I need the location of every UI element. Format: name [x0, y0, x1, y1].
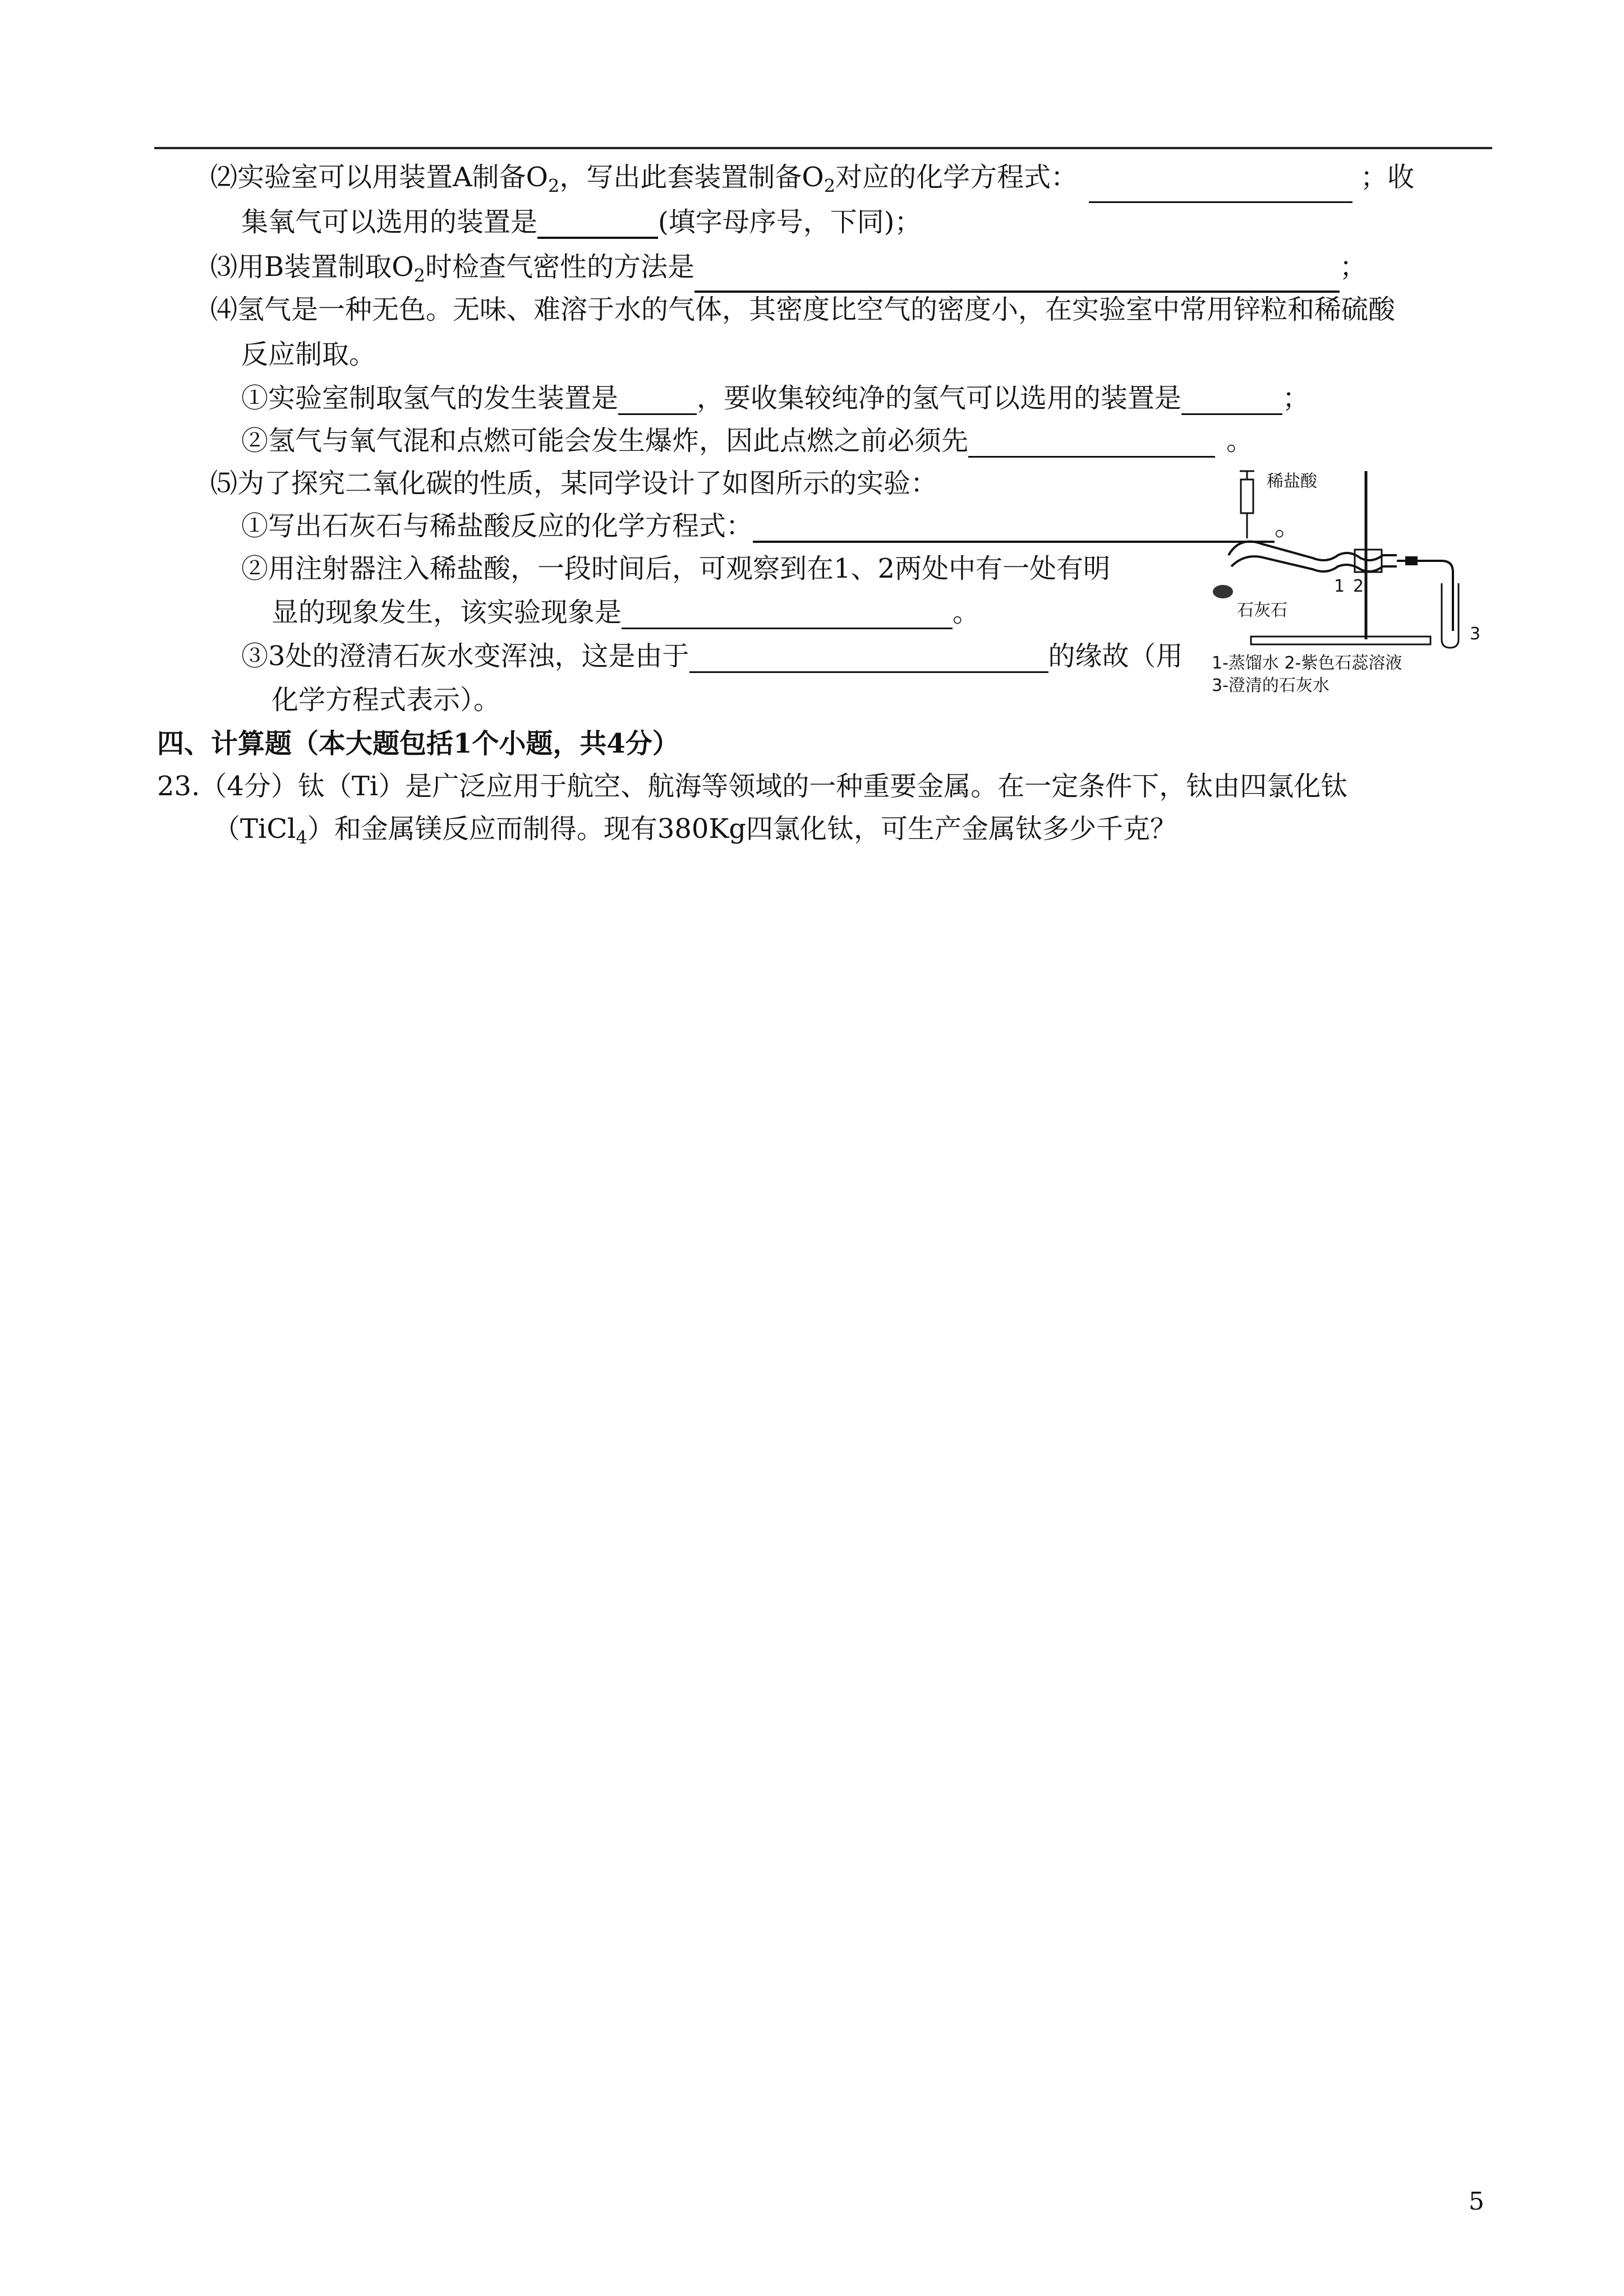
- answer-blank[interactable]: [1181, 385, 1282, 415]
- q4-sub2-text-b: 。: [1226, 425, 1254, 457]
- syringe-icon: [1241, 480, 1253, 513]
- answer-blank[interactable]: [968, 428, 1215, 458]
- q3-text-b: 时检查气密性的方法是: [425, 251, 695, 283]
- subscript: 2: [548, 175, 560, 197]
- q5-intro-text: ⑸为了探究二氧化碳的性质，某同学设计了如图所示的实验：: [210, 468, 938, 499]
- q5-sub2-line1: [241, 552, 1110, 585]
- q3-text-a: ⑶用B装置制取O: [210, 251, 414, 283]
- subscript: 2: [823, 175, 836, 197]
- page-number: 5: [1469, 2187, 1484, 2216]
- label-2: 2: [1353, 577, 1364, 596]
- q5-intro: [210, 467, 937, 500]
- q23-text-1: 23.（4分）钛（Ti）是广泛应用于航空、航海等领域的一种重要金属。在一定条件下，钛由四氯化钛: [157, 771, 1348, 802]
- q4-sub1: [241, 381, 1309, 415]
- q2-line2-text-b: (填字母序号，下同)；: [658, 206, 922, 238]
- q5-sub3: [241, 639, 1183, 673]
- label-limestone: 石灰石: [1237, 601, 1287, 620]
- answer-blank[interactable]: [618, 385, 697, 415]
- q2-line2-text-a: 集氧气可以选用的装置是: [241, 206, 538, 238]
- limestone-icon: [1213, 585, 1233, 598]
- q5-sub3-text-2: 化学方程式表示）。: [272, 684, 501, 716]
- section4-heading-text: 四、计算题（本大题包括1个小题，共4分）: [157, 728, 679, 759]
- q4-line2: [241, 338, 376, 371]
- answer-blank[interactable]: [689, 643, 1048, 673]
- subscript: 4: [296, 827, 307, 849]
- test-tube-icon: [1442, 583, 1459, 648]
- label-1: 1: [1334, 577, 1345, 596]
- q5-sub2-text-2b: 。: [953, 597, 980, 628]
- q2-text-b: ，写出此套装置制备O: [559, 162, 824, 193]
- q23-text-2a: （TiCl: [213, 813, 296, 845]
- answer-blank[interactable]: [622, 600, 953, 629]
- q4-line1: [210, 293, 1395, 326]
- q23-line1: [157, 769, 1347, 803]
- q3-line: [210, 250, 1367, 293]
- q2-text-a: ⑵实验室可以用装置A制备O: [210, 162, 549, 193]
- answer-blank[interactable]: [537, 209, 658, 239]
- q2-line2: [241, 205, 921, 239]
- q4-sub2: [241, 424, 1253, 458]
- q5-sub2-text-2a: 显的现象发生，该实验现象是: [272, 597, 622, 628]
- figure-legend-1: 1-蒸馏水 2-紫色石蕊溶液: [1212, 653, 1402, 673]
- q23-line2: [213, 812, 1177, 855]
- label-3: 3: [1470, 624, 1481, 644]
- label-dilute-hcl: 稀盐酸: [1267, 472, 1317, 491]
- header-rule: [154, 147, 1492, 149]
- answer-blank[interactable]: [1089, 173, 1352, 203]
- q5-sub3-line2: [272, 683, 500, 717]
- q2-text-c: 对应的化学方程式：: [835, 162, 1078, 193]
- experiment-apparatus-figure: [1206, 465, 1520, 701]
- q4-sub1-text-a: ①实验室制取氢气的发生装置是: [241, 382, 619, 414]
- q5-sub2-text-1: ②用注射器注入稀盐酸，一段时间后，可观察到在1、2两处中有一处有明: [241, 553, 1111, 584]
- q4-text-2: 反应制取。: [241, 339, 376, 370]
- q5-sub1-text-a: ①写出石灰石与稀盐酸反应的化学方程式：: [241, 510, 753, 542]
- answer-blank[interactable]: [694, 262, 1340, 293]
- q5-sub3-text-b: 的缘故（用: [1048, 640, 1183, 672]
- q2-line1: [210, 160, 1414, 203]
- q3-text-c: ；: [1340, 251, 1367, 283]
- q2-text-d: ；收: [1360, 162, 1415, 193]
- section4-heading: [157, 727, 679, 760]
- q5-sub1-text-b: 。: [1275, 510, 1302, 542]
- figure-legend-2: 3-澄清的石灰水: [1212, 676, 1329, 695]
- q4-text-1: ⑷氢气是一种无色。无味、难溶于水的气体，其密度比空气的密度小，在实验室中常用锌粒和稀硫酸: [210, 294, 1396, 325]
- q4-sub2-text-a: ②氢气与氧气混和点燃可能会发生爆炸，因此点燃之前必须先: [241, 425, 969, 457]
- subscript: 2: [413, 265, 425, 287]
- q5-sub1: [241, 509, 1301, 543]
- answer-blank[interactable]: [753, 513, 1275, 543]
- q5-sub3-text-a: ③3处的澄清石灰水变浑浊，这是由于: [241, 640, 689, 672]
- q5-sub2-line2: [272, 596, 979, 629]
- q23-text-2b: ）和金属镁反应而制得。现有380Kg四氯化钛，可生产金属钛多少千克？: [307, 813, 1177, 845]
- q4-sub1-text-b: ，要收集较纯净的氢气可以选用的装置是: [697, 382, 1182, 414]
- q4-sub1-text-c: ；: [1282, 382, 1310, 414]
